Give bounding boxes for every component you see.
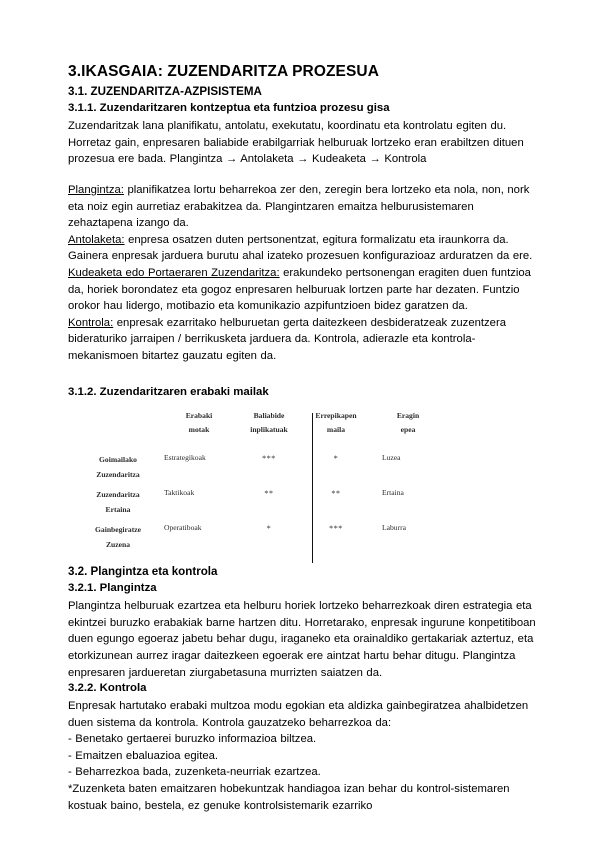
cell-erabaki-motak-row1: Estrategikoak <box>164 453 206 463</box>
cell-baliabide-row1: *** <box>262 454 276 464</box>
table-header-row <box>74 409 434 453</box>
cell-errepikapen-row3: *** <box>329 524 343 534</box>
cell-erabaki-motak-row3: Operatiboak <box>164 523 202 533</box>
cell-eragin-row2: Ertaina <box>382 488 404 498</box>
decision-levels-table <box>74 409 434 558</box>
cell-eragin-row1: Luzea <box>382 453 401 463</box>
cell-baliabide-row3: * <box>266 524 272 534</box>
term-kudeaketa: Kudeaketa edo Portaeraren Zuzendaritza: <box>68 267 280 280</box>
cell-eragin-row3: Laburra <box>382 523 407 533</box>
row-label-line2: Zuzena <box>105 539 131 549</box>
definition-antolaketa <box>68 232 538 265</box>
table-header-eragin-line1: Eragin <box>396 411 420 421</box>
definition-kontrola-text: enpresak ezarritako helburuetan gerta daitezkeen desbideratzeak zuzentzera bideraturiko jarraipen / berrikusketa jarduera da. Kontrola, adierazle eta kontrola-mekanismoen bitartez gauzatu egiten da. <box>68 316 507 362</box>
cell-baliabide-row2: ** <box>264 489 274 499</box>
term-plangintza: Plangintza: <box>68 184 124 197</box>
subsection-heading-3-2-2: 3.2.2. Kontrola <box>68 682 147 695</box>
table-header-errepikapen-line1: Errepikapen <box>315 411 357 421</box>
table-row <box>74 523 434 558</box>
table-row <box>74 453 434 488</box>
table-row <box>74 488 434 523</box>
subsection-heading-3-1-2: 3.1.2. Zuzendaritzaren erabaki mailak <box>68 385 269 398</box>
row-label-line2: Ertaina <box>105 504 131 514</box>
definition-plangintza <box>68 182 538 232</box>
paragraph-intro: Zuzendaritzak lana planifikatu, antolatu, exekutatu, koordinatu eta kontrolatu egiten du. Horretaz gain, enpresaren baliabide erabilgarriak helburuak lortzeko eran erabiltzen dituen prozesua ere bada. Plangintza → Antolaketa → Kudeaketa → Kontrola <box>68 120 524 166</box>
subsection-heading-3-2-1: 3.2.1. Plangintza <box>68 582 157 595</box>
bullet-item-3: - Beharrezkoa bada, zuzenketa-neurriak ezartzea. <box>68 766 321 779</box>
table-header-eragin-line2: epea <box>400 424 416 434</box>
document-content <box>68 62 538 814</box>
page-title: 3.IKASGAIA: ZUZENDARITZA PROZESUA <box>68 63 380 80</box>
decision-levels-table-block <box>74 409 434 564</box>
row-label-line1: Goimailako <box>99 455 137 465</box>
row-label-line1: Gainbegiratze <box>95 525 141 535</box>
cell-errepikapen-row2: ** <box>331 489 341 499</box>
subsection-heading-3-1-1: 3.1.1. Zuzendaritzaren kontzeptua eta funtzioa prozesu gisa <box>68 102 390 115</box>
table-header-baliabide-line2: inplikatuak <box>250 424 288 434</box>
table-vertical-divider <box>312 413 313 563</box>
table-header-erabaki-motak-line1: Erabaki <box>185 411 213 421</box>
definition-plangintza-text: planifikatzea lortu beharrekoa zer den, zeregin bera lortzeko eta nola, non, nork eta noiz egin aurretiaz erabakitzea da. Plangintzaren emaitza helburusistemaren zehaztapena izango da. <box>68 184 530 230</box>
table-header-erabaki-motak-line2: motak <box>188 424 210 434</box>
table-header-errepikapen-line2: maila <box>326 424 346 434</box>
definition-antolaketa-text: enpresa osatzen duten pertsonentzat, egitura formalizatu eta iraunkorra da. Gainera enpresak jarduera burutu ahal izateko prozesuen konfigurazioaz arduratzen da ere. <box>68 233 533 263</box>
row-label-line1: Zuzendaritza <box>96 490 140 500</box>
section-heading-3-1: 3.1. ZUZENDARITZA-AZPISISTEMA <box>68 85 262 99</box>
table-header-baliabide-line1: Baliabide <box>253 411 285 421</box>
table-header-corner <box>74 409 162 453</box>
table-header-erabaki-motak <box>162 409 236 453</box>
definition-kudeaketa-text: erakundeko pertsonengan eragiten duen funtzioa da, horiek borondatez eta gogoz enpresaren helburuak lortzen parte har dezaten. Funtzio orokor hau lidergo, motibazio eta komunikazio azpifuntzioen bidez garatzen da. <box>68 267 531 313</box>
term-antolaketa: Antolaketa: <box>68 233 125 246</box>
section-heading-3-2: 3.2. Plangintza eta kontrola <box>68 565 218 579</box>
definition-kontrola <box>68 315 538 365</box>
bullet-item-1: - Benetako gertaerei buruzko informazioa biltzea. <box>68 733 317 746</box>
cell-erabaki-motak-row2: Taktikoak <box>164 488 195 498</box>
bullet-item-2: - Emaitzen ebaluazioa egitea. <box>68 749 219 762</box>
table-row-label-gainbegiratze-zuzena <box>74 523 162 558</box>
table-header-eragin-epea <box>370 409 434 453</box>
table-row-label-zuzendaritza-ertaina <box>74 488 162 523</box>
paragraph-kontrola-intro: Enpresak hartutako erabaki multzoa modu egokian eta aldizka gainbegiratzea ahalbidetzen duen sistema da kontrola. Kontrola gauzatzeko beharrezkoa da: <box>68 700 529 729</box>
footnote-text: *Zuzenketa baten emaitzaren hobekuntzak handiagoa izan behar du kontrol-sistemaren kostuak baino, bestela, ez genuke kontrolsistemarik ezarriko <box>68 783 510 812</box>
table-row-label-goimailako <box>74 453 162 488</box>
paragraph-plangintza: Plangintza helburuak ezartzea eta helburu horiek lortzeko beharrezkoak diren estrategia eta ekintzei buruzko erabakiak barne hartzen ditu. Horretarako, enpresak ingurune konpetitiboan duen egungo egoeraz jabetu behar dugu, iraganeko eta orainaldiko gertakariak aztertuz, eta etorkizunean aurrez iragar daitezkeen egoerak ere aintzat hartu behar ditugu. Plangintza enpresaren jardueretan ziurgabetasuna murrizten saiatzen da. <box>68 600 536 679</box>
cell-errepikapen-row1: * <box>333 454 339 464</box>
term-kontrola: Kontrola: <box>68 316 114 329</box>
row-label-line2: Zuzendaritza <box>96 469 140 479</box>
table-header-baliabide-inplikatuak <box>236 409 302 453</box>
definition-kudeaketa <box>68 265 538 315</box>
